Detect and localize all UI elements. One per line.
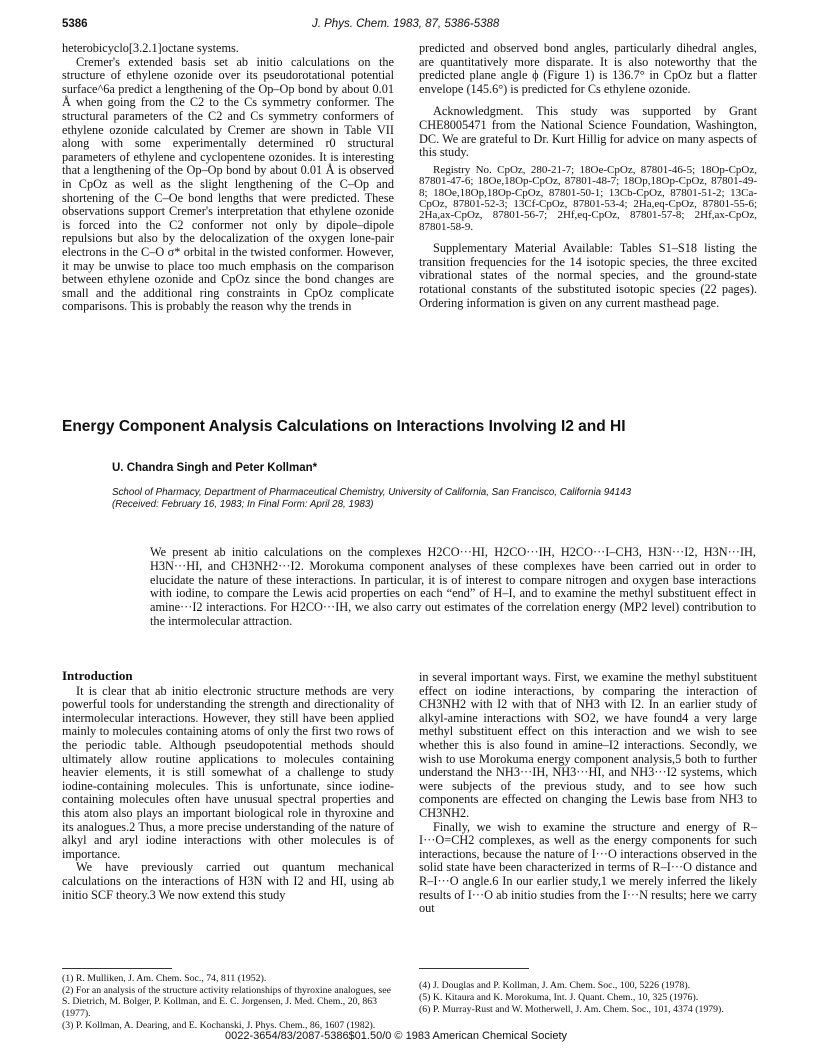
prev-article-paragraph: predicted and observed bond angles, particularly dihedral angles, are quantitatively more disparate. It is also noteworthy that the predicted plane angle ϕ (Figure 1) is 136.7° in CpOz but a flatter envelope (145.6°) is predicted for Cs ethylene ozonide.	[419, 41, 757, 96]
footnote-rule	[419, 968, 529, 969]
body-paragraph: in several important ways. First, we examine the methyl substituent effect on iodine interactions, by comparing the interaction of CH3NH2 with I2 with that of NH3 with I2. In an earlier study of alkyl-amine interactions with SO2, we have found4 a very large methyl substituent effect on this interaction and we wish to see whether this is also found in amine–I2 interactions. Secondly, we wish to use Morokuma energy component analysis,5 both to further understand the NH3···IH, NH3···HI, and NH3···I2 systems, which were subjects of the previous study, and to see how such components are effected on changing the Lewis base from NH3 to CH3NH2.	[419, 670, 757, 820]
footnotes-right	[419, 980, 757, 1017]
article-title: Energy Component Analysis Calculations on Interactions Involving I2 and HI	[62, 418, 626, 435]
supplementary-material: Supplementary Material Available: Tables S1–S18 listing the transition frequencies for the 14 isotopic species, the three excited vibrational states of the normal species, and the ground-state rotational constants of the substituted isotopic species (22 pages). Ordering information is given on any current masthead page.	[419, 241, 757, 310]
intro-left-column	[62, 669, 394, 902]
acknowledgment: Acknowledgment. This study was supported by Grant CHE8005471 from the National Science Foundation, Washington, DC. We are grateful to Dr. Kurt Hillig for advice on many aspects of this study.	[419, 104, 757, 160]
received-dates: (Received: February 16, 1983; In Final Form: April 28, 1983)	[112, 499, 374, 511]
footnote: (4) J. Douglas and P. Kollman, J. Am. Chem. Soc., 100, 5226 (1978).	[419, 980, 691, 991]
body-paragraph: Finally, we wish to examine the structure and energy of R–I···O=CH2 complexes, as well as the energy components for such interactions, because the nature of I···O interactions observed in the solid state have been characterized in terms of R–I···O distance and R–I···O angle.6 In our earlier study,1 we merely inferred the likely results of I···O ab initio studies from the I···N results; here we carry out	[419, 819, 757, 916]
prev-article-right-column	[419, 42, 757, 310]
article-authors: U. Chandra Singh and Peter Kollman*	[112, 462, 318, 474]
affiliation-block	[112, 487, 732, 512]
intro-right-column	[419, 671, 757, 916]
prev-article-left-column	[62, 42, 394, 314]
abstract: We present ab initio calculations on the complexes H2CO···HI, H2CO···IH, H2CO···I–CH3, H3N···I2, H3N···IH, H3N···HI, and CH3NH2···I2. Morokuma component analyses of these complexes have been carried out in order to elucidate the nature of these interactions. In particular, it is of interest to compare nitrogen and oxygen base interactions with iodine, to compare the Lewis acid properties on each “end” of H–I, and to examine the methyl substituent effect in amine···I2 interactions. For H2CO···IH, we also carry out estimates of the correlation energy (MP2 level) contribution to the intermolecular attraction.	[150, 545, 756, 628]
footnote: (5) K. Kitaura and K. Morokuma, Int. J. Quant. Chem., 10, 325 (1976).	[419, 992, 699, 1004]
footnote-rule	[62, 968, 172, 969]
footnote: (6) P. Murray-Rust and W. Motherwell, J. Am. Chem. Soc., 101, 4374 (1979).	[419, 1004, 724, 1016]
affiliation: School of Pharmacy, Department of Pharmaceutical Chemistry, University of California, San Francisco, California 94143	[112, 487, 632, 498]
footnote: (1) R. Mulliken, J. Am. Chem. Soc., 74, 811 (1952).	[62, 973, 267, 984]
body-paragraph: It is clear that ab initio electronic structure methods are very powerful tools for understanding the strength and directionality of intermolecular interactions. However, they still have been applied mainly to molecules containing atoms of only the first two rows of the periodic table. Although pseudopotential methods should ultimately allow routine applications to molecules containing heavier elements, it is still somewhat of a challenge to study iodine-containing molecules. This is unfortunate, since iodine-containing molecules often have unusual spectral properties and this atom also plays an important biological role in thyroxine and its analogues.2 Thus, a more precise understanding of the nature of alkyl and aryl iodine interactions with other molecules is of importance.	[62, 683, 394, 861]
footnote: (2) For an analysis of the structure activity relationships of thyroxine analogues, see S. Dietrich, M. Bolger, P. Kollman, and E. C. Jorgensen, J. Med. Chem., 20, 863 (1977).	[62, 985, 391, 1019]
footnotes-left	[62, 973, 394, 1032]
prev-article-paragraph: Cremer's extended basis set ab initio calculations on the structure of ethylene ozonide over its pseudorotational potential surface^6a predict a lengthening of the Op–Op bond by about 0.01 Å when going from the C2 to the Cs symmetry conformer. The structural parameters of the C2 and Cs symmetry conformers of ethylene ozonide calculated by Cremer are shown in Table VII along with some experimentally determined r0 structural parameters of ethylene and cyclopentene ozonides. It is interesting that a lengthening of the Op–Op bond by about 0.01 Å is observed in CpOz as well as the slight lengthening of the C–Op and shortening of the C–Oe bond lengths that were predicted. These observations support Cremer's interpretation that ethylene ozonide is forced into the C2 conformer not only by dipole–dipole repulsions but also by the delocalization of the oxygen lone-pair electrons in the C–O σ* orbital in the twisted conformer. However, it may be unwise to place too much emphasis on the comparison between ethylene ozonide and CpOz since the bond changes are small and the additional ring constraints in CpOz complicate comparisons. This is probably the reason why the trends in	[62, 54, 394, 314]
section-heading: Introduction	[62, 668, 133, 683]
journal-citation: J. Phys. Chem. 1983, 87, 5386-5388	[312, 18, 500, 30]
body-paragraph: We have previously carried out quantum mechanical calculations on the interactions of H3N with I2 and HI, using ab initio SCF theory.3 We now extend this study	[62, 860, 394, 902]
running-header	[62, 18, 762, 34]
registry-numbers: Registry No. CpOz, 280-21-7; 18Oe-CpOz, 87801-46-5; 18Op-CpOz, 87801-47-6; 18Oe,18Op-CpOz, 87801-48-7; 18Op,18Op-CpOz, 87801-49-8; 18Oe,18Op,18Op-CpOz, 87801-50-1; 13Cb-CpOz, 87801-51-2; 13Ca-CpOz, 87801-52-3; 13Cf-CpOz, 87801-53-4; 2Ha,eq-CpOz, 87801-55-6; 2Ha,ax-CpOz, 87801-56-7; 2Hf,eq-CpOz, 87801-57-8; 2Hf,ax-CpOz, 87801-58-9.	[419, 163, 757, 233]
prev-article-paragraph: heterobicyclo[3.2.1]octane systems.	[62, 41, 239, 55]
page-number: 5386	[62, 18, 88, 30]
footnote: (3) P. Kollman, A. Dearing, and E. Kochanski, J. Phys. Chem., 86, 1607 (1982).	[62, 1019, 376, 1031]
copyright-footer: 0022-3654/83/2087-5386$01.50/0 © 1983 American Chemical Society	[225, 1030, 568, 1042]
